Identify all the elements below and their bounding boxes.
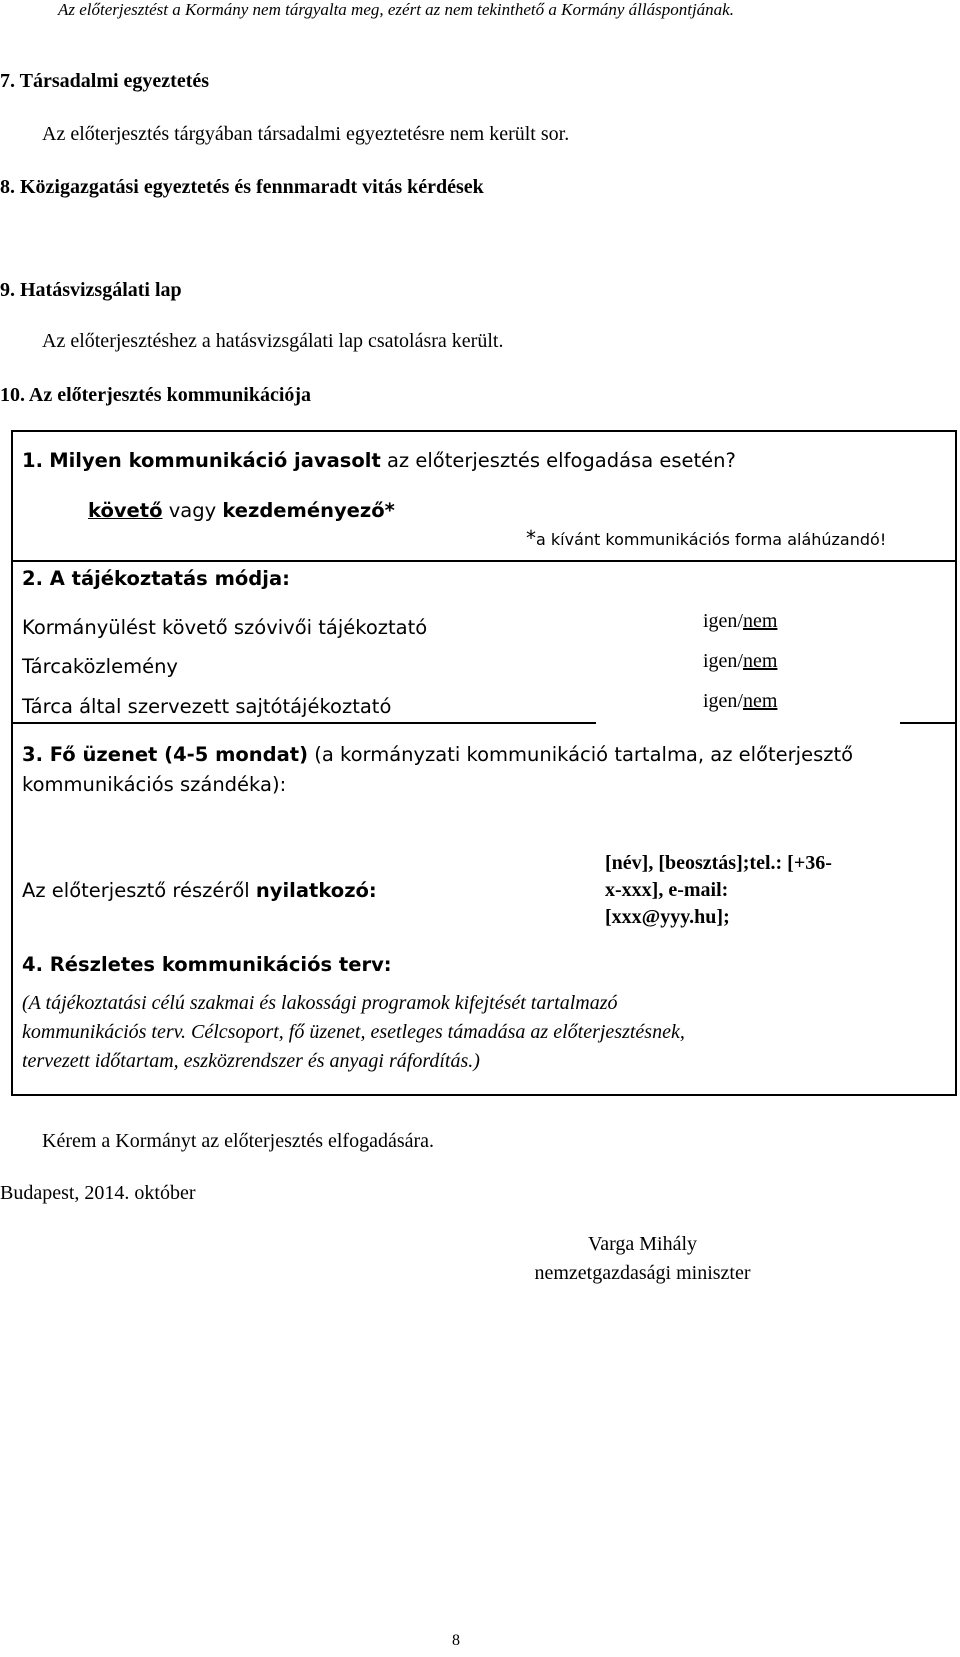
q2-row-1-label: Kormányülést követő szóvivői tájékoztató [22,616,428,639]
q4-description: (A tájékoztatási célú szakmai és lakossági programok kifejtését tartalmazó kommunikációs terv. Célcsoport, fő üzenet, esetleges támadása az előterjesztésnek, tervezett időtartam, eszközrendszer és anyagi ráfordítás.) [22,992,685,1072]
q1-choice: követő vagy kezdeményező* [88,499,395,522]
q3-question-line2: kommunikációs szándéka): [22,773,287,796]
choice-follower: követő [88,499,163,522]
declarant-contact: [név], [beosztás];tel.: [+36- x-xxx], e-mail: [xxx@yyy.hu]; [605,852,832,928]
q2-row-2-answer: igen/nem [703,650,778,672]
divider-q2-q3-left [11,722,596,724]
section-7-title: 7. Társadalmi egyeztetés [0,70,210,92]
signer-name: Varga Mihály [587,1233,698,1255]
q2-row-3-label: Tárca által szervezett sajtótájékoztató [22,695,392,718]
declarant-label: Az előterjesztő részéről nyilatkozó: [22,879,377,902]
place-date: Budapest, 2014. október [0,1182,196,1204]
q2-title: 2. A tájékoztatás módja: [22,567,290,590]
q2-row-1-answer: igen/nem [703,610,778,632]
q2-row-3-answer: igen/nem [703,690,778,712]
section-8-title: 8. Közigazgatási egyeztetés és fennmaradt vitás kérdések [0,176,484,198]
divider-q1-q2 [11,560,957,562]
divider-q2-q3-right [900,722,957,724]
header-disclaimer: Az előterjesztést a Kormány nem tárgyalta meg, ezért az nem tekinthető a Kormány álláspontjának. [58,0,734,19]
q2-row-2-label: Tárcaközlemény [22,655,178,678]
q1-footnote: *a kívánt kommunikációs forma aláhúzandó! [526,526,887,550]
q4-title: 4. Részletes kommunikációs terv: [22,953,392,976]
page-number: 8 [452,1632,460,1649]
signer-title: nemzetgazdasági miniszter [534,1262,751,1284]
closing-request: Kérem a Kormányt az előterjesztés elfogadására. [42,1130,435,1152]
q1-question: 1. Milyen kommunikáció javasolt az előterjesztés elfogadása esetén? [22,449,736,472]
q3-question: 3. Fő üzenet (4-5 mondat) (a kormányzati kommunikáció tartalma, az előterjesztő [22,743,854,766]
section-9-title: 9. Hatásvizsgálati lap [0,279,182,301]
section-9-body: Az előterjesztéshez a hatásvizsgálati lap csatolásra került. [42,330,504,352]
section-10-title: 10. Az előterjesztés kommunikációja [0,384,312,406]
section-7-body: Az előterjesztés tárgyában társadalmi egyeztetésre nem került sor. [42,123,570,145]
choice-initiator: kezdeményező* [222,499,395,522]
